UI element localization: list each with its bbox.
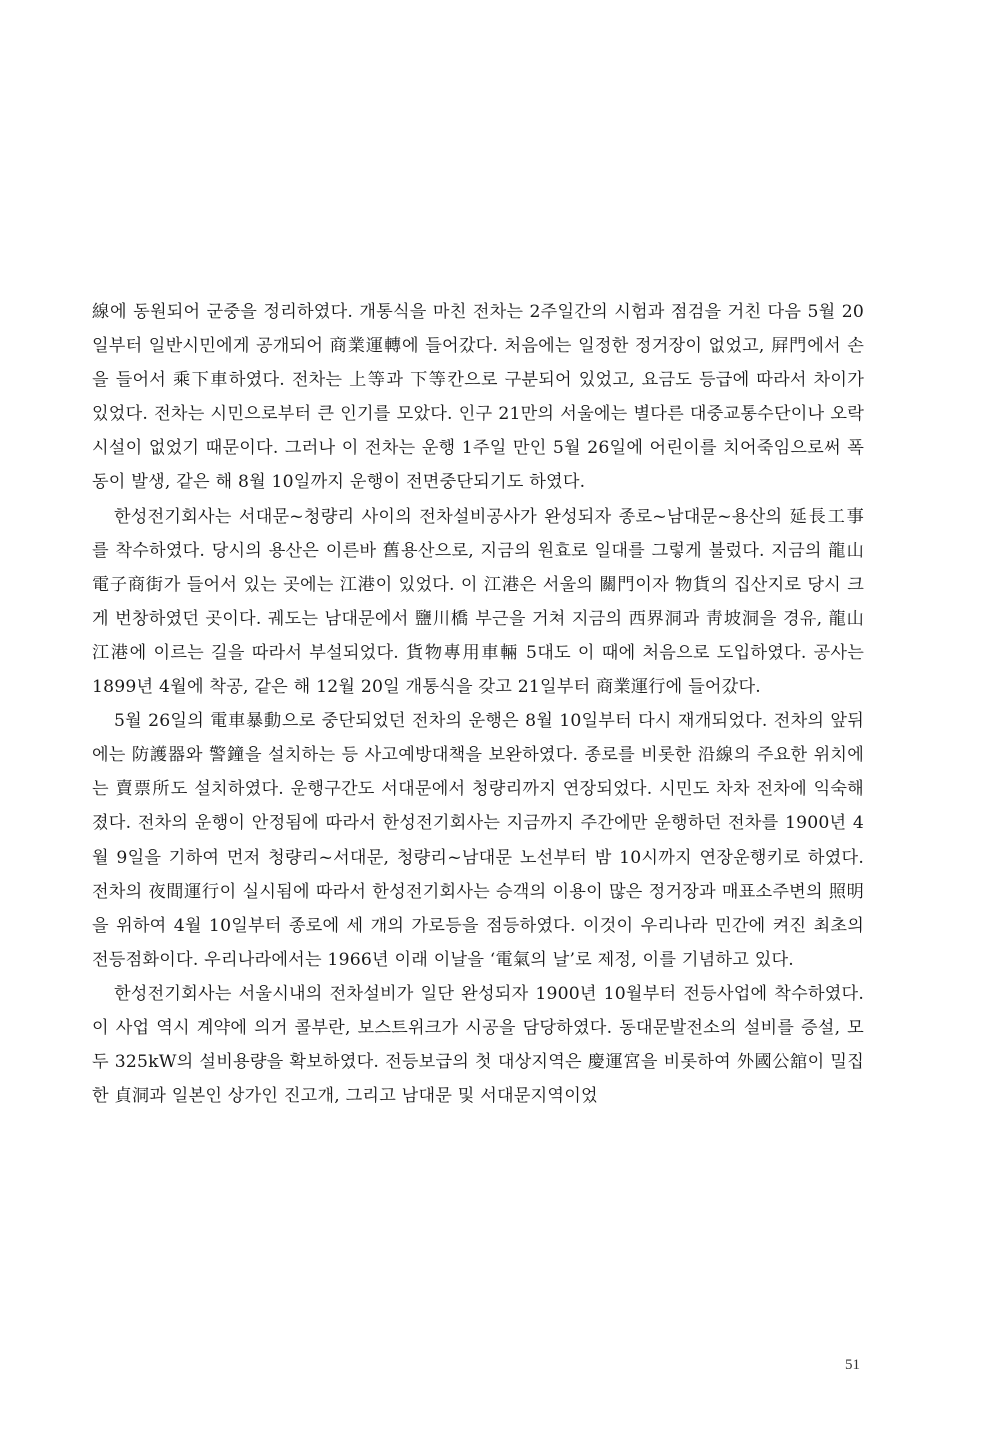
paragraph-2: 한성전기회사는 서대문~청량리 사이의 전차설비공사가 완성되자 종로~남대문~용산의 延長工事를 착수하였다. 당시의 용산은 이른바 舊용산으로, 지금의 원효로 일대를 그렇게 불렀다. 지금의 龍山電子商街가 들어서 있는 곳에는 江港이 있었다. 이 江港은 서울의 關門이자 物貨의 집산지로 당시 크게 번창하였던 곳이다. 궤도는 남대문에서 鹽川橋 부근을 거쳐 지금의 西界洞과 靑坡洞을 경유, 龍山江港에 이르는 길을 따라서 부설되었다. 貨物專用車輛 5대도 이 때에 처음으로 도입하였다. 공사는 1899년 4월에 착공, 같은 해 12월 20일 개통식을 갖고 21일부터 商業運行에 들어갔다. [92,506,864,698]
paragraph-4: 한성전기회사는 서울시내의 전차설비가 일단 완성되자 1900년 10월부터 전등사업에 착수하였다. 이 사업 역시 계약에 의거 콜부란, 보스트위크가 시공을 담당하였다. 동대문발전소의 설비를 증설, 모두 325kW의 설비용량을 확보하였다. 전등보급의 첫 대상지역은 慶運宮을 비롯하여 外國公舘이 밀집한 貞洞과 일본인 상가인 진고개, 그리고 남대문 및 서대문지역이었 [92,983,864,1107]
page-number: 51 [845,1357,860,1373]
paragraph-1: 線에 동원되어 군중을 정리하였다. 개통식을 마친 전차는 2주일간의 시험과 점검을 거친 다음 5월 20일부터 일반시민에게 공개되어 商業運轉에 들어갔다. 처음에는 일정한 정거장이 없었고, 屛門에서 손을 들어서 乘下車하였다. 전차는 上等과 下等칸으로 구분되어 있었고, 요금도 등급에 따라서 차이가 있었다. 전차는 시민으로부터 큰 인기를 모았다. 인구 21만의 서울에는 별다른 대중교통수단이나 오락시설이 없었기 때문이다. 그러나 이 전차는 운행 1주일 만인 5월 26일에 어린이를 치어죽임으로써 폭동이 발생, 같은 해 8월 10일까지 운행이 전면중단되기도 하였다. [92,302,864,493]
body-text [92,295,864,1113]
paragraph-3: 5월 26일의 電車暴動으로 중단되었던 전차의 운행은 8월 10일부터 다시 재개되었다. 전차의 앞뒤에는 防護器와 警鐘을 설치하는 등 사고예방대책을 보완하였다. 종로를 비롯한 沿線의 주요한 위치에는 賣票所도 설치하였다. 운행구간도 서대문에서 청량리까지 연장되었다. 시민도 차차 전차에 익숙해졌다. 전차의 운행이 안정됨에 따라서 한성전기회사는 지금까지 주간에만 운행하던 전차를 1900년 4월 9일을 기하여 먼저 청량리~서대문, 청량리~남대문 노선부터 밤 10시까지 연장운행키로 하였다. 전차의 夜間運行이 실시됨에 따라서 한성전기회사는 승객의 이용이 많은 정거장과 매표소주변의 照明을 위하여 4월 10일부터 종로에 세 개의 가로등을 점등하였다. 이것이 우리나라 민간에 켜진 최초의 전등점화이다. 우리나라에서는 1966년 이래 이날을 ‘電氣의 날’로 제정, 이를 기념하고 있다. [92,711,864,970]
